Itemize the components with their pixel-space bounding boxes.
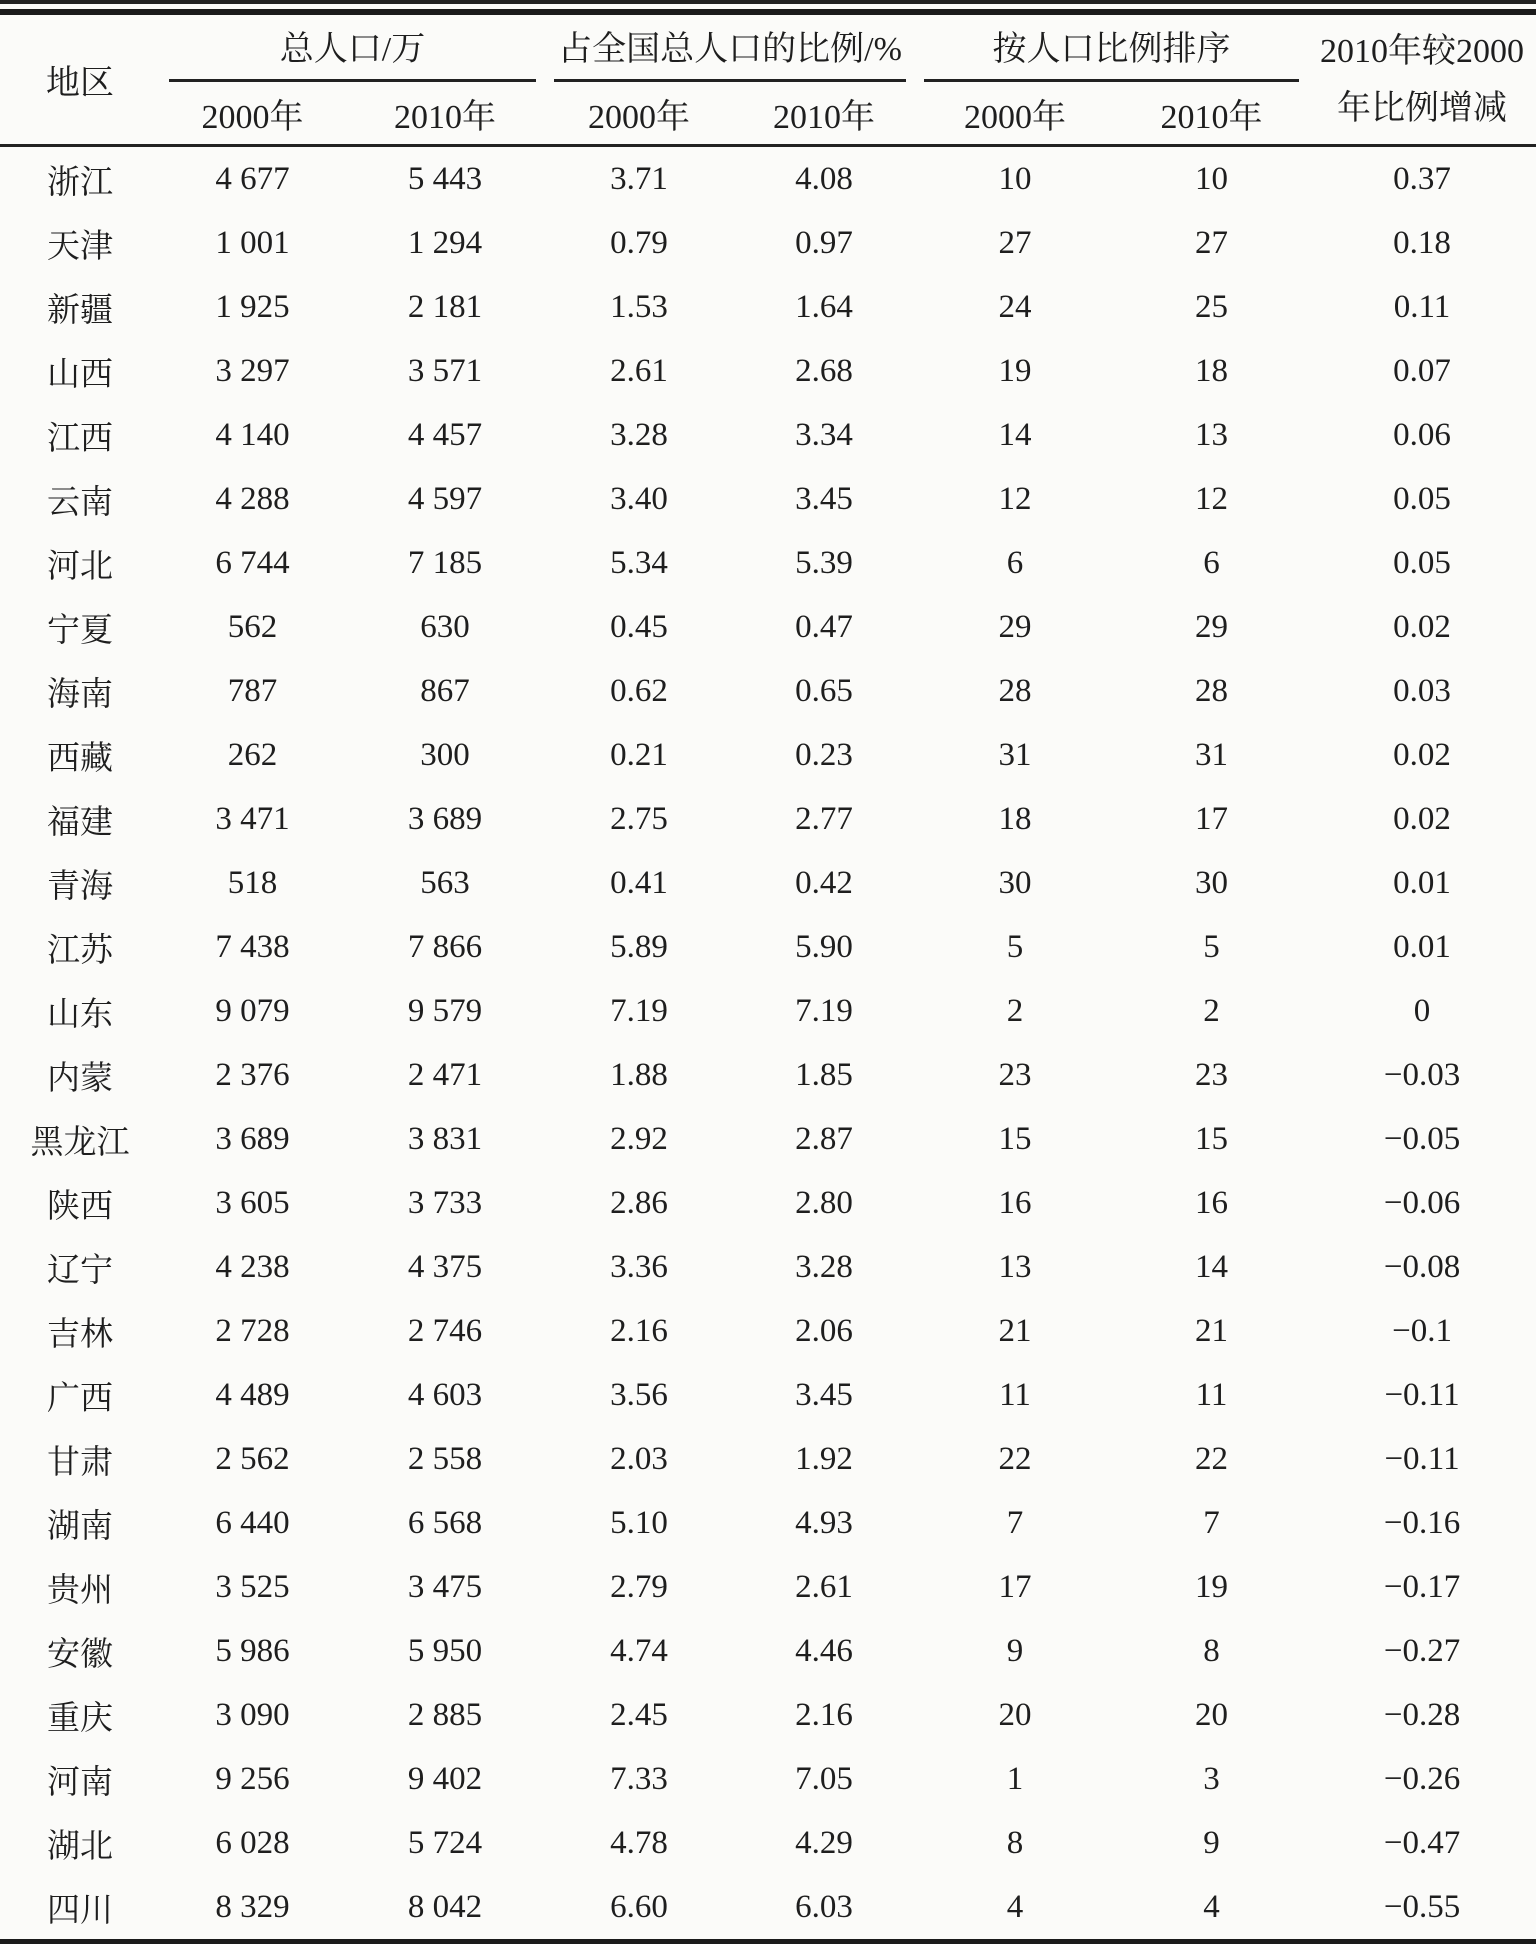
pop-2010-cell: 6 568 <box>407 1504 483 1541</box>
pop-2010-cell: 3 733 <box>407 1184 483 1221</box>
pop-2000-cell: 4 140 <box>215 416 290 453</box>
pct-2010-cell: 5.90 <box>795 928 853 965</box>
change-cell: 0.01 <box>1393 928 1451 965</box>
rank-2000-cell: 10 <box>998 160 1032 197</box>
pct-2000-cell: 2.79 <box>610 1568 668 1605</box>
table-row <box>0 1811 1536 1875</box>
pct-2000-cell: 4.78 <box>610 1824 668 1861</box>
col-header-change-line2: 年比例增减 <box>1337 89 1508 127</box>
region-cell: 西藏 <box>47 740 113 777</box>
col-group-rank-by-share <box>915 15 1308 82</box>
change-cell: 0.01 <box>1393 864 1451 901</box>
pct-2010-cell: 2.16 <box>795 1696 853 1733</box>
rank-2010-cell: 13 <box>1195 416 1229 453</box>
region-cell: 内蒙 <box>47 1060 113 1097</box>
pop-2010-cell: 9 579 <box>407 992 483 1029</box>
pct-2010-cell: 0.97 <box>795 224 853 261</box>
table-row <box>0 979 1536 1043</box>
pct-2000-cell: 1.88 <box>610 1056 668 1093</box>
pct-2010-cell: 1.85 <box>795 1056 853 1093</box>
pct-2010-cell: 0.23 <box>795 736 853 773</box>
pop-2000-cell: 3 090 <box>215 1696 290 1733</box>
pop-2000-cell: 3 471 <box>215 800 290 837</box>
pct-2000-cell: 3.71 <box>610 160 668 197</box>
table-row <box>0 467 1536 531</box>
pct-2000-cell: 2.03 <box>610 1440 668 1477</box>
rank-2010-cell: 27 <box>1195 224 1229 261</box>
change-cell: −0.03 <box>1383 1056 1461 1093</box>
rank-2010-cell: 12 <box>1195 480 1229 517</box>
pop-2010-cell: 2 746 <box>407 1312 483 1349</box>
pct-2000-cell: 2.61 <box>610 352 668 389</box>
table-row <box>0 723 1536 787</box>
change-cell: 0.18 <box>1393 224 1451 261</box>
pct-2010-cell: 2.61 <box>795 1568 853 1605</box>
table-row <box>0 1619 1536 1683</box>
rank-2000-cell: 19 <box>998 352 1032 389</box>
pop-2000-cell: 562 <box>227 608 278 645</box>
pct-2000-cell: 7.33 <box>610 1760 668 1797</box>
rank-2010-cell: 23 <box>1195 1056 1229 1093</box>
pct-2000-cell: 0.21 <box>610 736 668 773</box>
pop-2000-cell: 5 986 <box>215 1632 290 1669</box>
change-cell: 0.02 <box>1393 800 1451 837</box>
pct-2010-cell: 3.28 <box>795 1248 853 1285</box>
table-header <box>0 15 1536 146</box>
col-header-pct-2000: 2000年 <box>545 82 733 146</box>
pop-2000-cell: 2 376 <box>215 1056 290 1093</box>
change-cell: −0.17 <box>1383 1568 1461 1605</box>
change-cell: 0.02 <box>1393 608 1451 645</box>
rank-2000-cell: 15 <box>998 1120 1032 1157</box>
rank-2000-cell: 11 <box>999 1376 1031 1413</box>
table-top-double-rule <box>0 0 1536 15</box>
pct-2010-cell: 0.47 <box>795 608 853 645</box>
pop-2010-cell: 1 294 <box>407 224 483 261</box>
pop-2010-cell: 3 689 <box>407 800 483 837</box>
table-row <box>0 787 1536 851</box>
table-row <box>0 659 1536 723</box>
pct-2000-cell: 3.28 <box>610 416 668 453</box>
region-cell: 湖北 <box>47 1828 113 1865</box>
pop-2010-cell: 2 558 <box>407 1440 483 1477</box>
change-cell: −0.26 <box>1383 1760 1461 1797</box>
change-cell: −0.47 <box>1383 1824 1461 1861</box>
pct-2000-cell: 3.56 <box>610 1376 668 1413</box>
pop-2000-cell: 1 925 <box>215 288 290 325</box>
rank-2000-cell: 30 <box>998 864 1032 901</box>
pop-2000-cell: 2 728 <box>215 1312 290 1349</box>
pop-2000-cell: 1 001 <box>215 224 290 261</box>
pop-2010-cell: 5 950 <box>407 1632 483 1669</box>
col-header-rank-2010: 2010年 <box>1115 82 1308 146</box>
pop-2000-cell: 262 <box>227 736 278 773</box>
rank-2000-cell: 20 <box>998 1696 1032 1733</box>
pct-2000-cell: 1.53 <box>610 288 668 325</box>
change-cell: −0.11 <box>1384 1376 1460 1413</box>
region-cell: 湖南 <box>47 1508 113 1545</box>
pop-2010-cell: 7 185 <box>407 544 483 581</box>
pop-2010-cell: 630 <box>420 608 470 645</box>
table-row <box>0 1043 1536 1107</box>
rank-2000-cell: 28 <box>998 672 1032 709</box>
rank-2010-cell: 30 <box>1195 864 1229 901</box>
rank-2000-cell: 18 <box>998 800 1032 837</box>
rank-2010-cell: 31 <box>1195 736 1229 773</box>
pop-2000-cell: 9 079 <box>215 992 290 1029</box>
pct-2000-cell: 4.74 <box>610 1632 668 1669</box>
rank-2010-cell: 29 <box>1195 608 1229 645</box>
rank-2000-cell: 12 <box>998 480 1032 517</box>
pct-2010-cell: 2.87 <box>795 1120 853 1157</box>
rank-2000-cell: 29 <box>998 608 1032 645</box>
col-header-pop-2010: 2010年 <box>345 82 545 146</box>
pop-2010-cell: 4 375 <box>407 1248 483 1285</box>
rank-2000-cell: 24 <box>998 288 1032 325</box>
pct-2000-cell: 0.45 <box>610 608 668 645</box>
table-row <box>0 851 1536 915</box>
region-cell: 云南 <box>47 484 113 521</box>
pop-2000-cell: 7 438 <box>215 928 290 965</box>
pop-2010-cell: 563 <box>420 864 470 901</box>
pop-2010-cell: 9 402 <box>407 1760 483 1797</box>
pct-2000-cell: 3.40 <box>610 480 668 517</box>
pct-2010-cell: 4.08 <box>795 160 853 197</box>
region-cell: 海南 <box>47 676 113 713</box>
table-bottom-double-rule <box>0 1939 1536 1944</box>
table-row <box>0 211 1536 275</box>
pop-2000-cell: 787 <box>227 672 278 709</box>
pop-2010-cell: 4 603 <box>407 1376 483 1413</box>
change-cell: 0.11 <box>1393 288 1451 325</box>
pop-2000-cell: 6 440 <box>215 1504 290 1541</box>
region-cell: 甘肃 <box>47 1444 113 1481</box>
pop-2010-cell: 2 885 <box>407 1696 483 1733</box>
col-group-total-population <box>160 15 545 82</box>
pct-2000-cell: 5.10 <box>610 1504 668 1541</box>
rank-2010-cell: 28 <box>1195 672 1229 709</box>
pct-2010-cell: 4.46 <box>795 1632 853 1669</box>
pct-2010-cell: 0.42 <box>795 864 853 901</box>
change-cell: 0.37 <box>1393 160 1451 197</box>
change-cell: −0.11 <box>1384 1440 1460 1477</box>
pct-2000-cell: 5.34 <box>610 544 668 581</box>
rank-2000-cell: 5 <box>1006 928 1024 965</box>
pop-2010-cell: 300 <box>420 736 470 773</box>
rank-2010-cell: 16 <box>1195 1184 1229 1221</box>
col-group-share-of-national <box>545 15 915 82</box>
pct-2000-cell: 0.41 <box>610 864 668 901</box>
col-group-total-population-label: 总人口/万 <box>169 15 536 82</box>
pop-2000-cell: 4 677 <box>215 160 290 197</box>
table-row <box>0 403 1536 467</box>
pct-2000-cell: 7.19 <box>610 992 668 1029</box>
table-row <box>0 531 1536 595</box>
region-cell: 江西 <box>47 420 113 457</box>
region-cell: 宁夏 <box>47 612 113 649</box>
change-cell: 0.06 <box>1393 416 1451 453</box>
region-cell: 福建 <box>47 804 113 841</box>
pop-2000-cell: 2 562 <box>215 1440 290 1477</box>
rank-2000-cell: 4 <box>1006 1888 1024 1925</box>
table-row <box>0 1427 1536 1491</box>
pop-2010-cell: 7 866 <box>407 928 483 965</box>
rank-2000-cell: 6 <box>1006 544 1024 581</box>
col-group-share-of-national-label: 占全国总人口的比例/% <box>554 15 906 82</box>
table-row <box>0 1555 1536 1619</box>
change-cell: 0.03 <box>1393 672 1451 709</box>
change-cell: −0.16 <box>1383 1504 1461 1541</box>
pop-2000-cell: 8 329 <box>215 1888 290 1925</box>
rank-2010-cell: 22 <box>1195 1440 1229 1477</box>
pct-2000-cell: 2.16 <box>610 1312 668 1349</box>
region-cell: 黑龙江 <box>30 1124 130 1161</box>
region-cell: 四川 <box>47 1892 113 1929</box>
table-row <box>0 915 1536 979</box>
change-cell: −0.05 <box>1383 1120 1461 1157</box>
pop-2000-cell: 6 028 <box>215 1824 290 1861</box>
change-cell: −0.55 <box>1383 1888 1461 1925</box>
change-cell: −0.28 <box>1383 1696 1461 1733</box>
col-header-rank-2000: 2000年 <box>915 82 1115 146</box>
pop-2010-cell: 2 471 <box>407 1056 483 1093</box>
col-group-rank-by-share-label: 按人口比例排序 <box>924 15 1299 82</box>
rank-2000-cell: 2 <box>1006 992 1024 1029</box>
table-row <box>0 1875 1536 1939</box>
pct-2000-cell: 2.86 <box>610 1184 668 1221</box>
pop-2000-cell: 3 605 <box>215 1184 290 1221</box>
rank-2000-cell: 27 <box>998 224 1032 261</box>
pct-2010-cell: 3.34 <box>795 416 853 453</box>
rank-2000-cell: 31 <box>998 736 1032 773</box>
change-cell: −0.06 <box>1383 1184 1461 1221</box>
rank-2010-cell: 21 <box>1195 1312 1229 1349</box>
pct-2010-cell: 4.29 <box>795 1824 853 1861</box>
rank-2010-cell: 11 <box>1195 1376 1228 1413</box>
region-cell: 江苏 <box>47 932 113 969</box>
col-header-pop-2000: 2000年 <box>160 82 345 146</box>
region-cell: 重庆 <box>47 1700 113 1737</box>
change-cell: 0.05 <box>1393 544 1451 581</box>
rank-2010-cell: 5 <box>1203 928 1220 965</box>
region-cell: 山西 <box>47 356 113 393</box>
change-cell: −0.1 <box>1392 1312 1452 1349</box>
col-header-change <box>1308 15 1536 146</box>
change-cell: −0.08 <box>1383 1248 1461 1285</box>
pop-2000-cell: 3 297 <box>215 352 290 389</box>
pct-2010-cell: 2.77 <box>795 800 853 837</box>
pct-2010-cell: 3.45 <box>795 1376 853 1413</box>
pct-2000-cell: 0.62 <box>610 672 668 709</box>
rank-2010-cell: 17 <box>1195 800 1229 837</box>
region-cell: 吉林 <box>47 1316 113 1353</box>
change-cell: 0.05 <box>1393 480 1451 517</box>
rank-2000-cell: 7 <box>1006 1504 1024 1541</box>
rank-2010-cell: 10 <box>1195 160 1229 197</box>
rank-2000-cell: 21 <box>998 1312 1032 1349</box>
table-row <box>0 1747 1536 1811</box>
rank-2010-cell: 2 <box>1203 992 1220 1029</box>
rank-2010-cell: 7 <box>1203 1504 1220 1541</box>
pop-2000-cell: 3 689 <box>215 1120 290 1157</box>
rank-2000-cell: 17 <box>998 1568 1032 1605</box>
pop-2010-cell: 2 181 <box>407 288 483 325</box>
pop-2000-cell: 4 489 <box>215 1376 290 1413</box>
pct-2010-cell: 5.39 <box>795 544 853 581</box>
pct-2010-cell: 7.05 <box>795 1760 853 1797</box>
table-row <box>0 1171 1536 1235</box>
pct-2010-cell: 6.03 <box>795 1888 853 1925</box>
pct-2000-cell: 2.45 <box>610 1696 668 1733</box>
rank-2000-cell: 16 <box>998 1184 1032 1221</box>
rank-2010-cell: 19 <box>1195 1568 1229 1605</box>
rank-2010-cell: 3 <box>1203 1760 1220 1797</box>
rank-2010-cell: 14 <box>1195 1248 1229 1285</box>
region-cell: 辽宁 <box>47 1252 113 1289</box>
rank-2010-cell: 25 <box>1195 288 1229 325</box>
pct-2010-cell: 1.64 <box>795 288 853 325</box>
pct-2010-cell: 1.92 <box>795 1440 853 1477</box>
pct-2000-cell: 5.89 <box>610 928 668 965</box>
rank-2010-cell: 20 <box>1195 1696 1229 1733</box>
region-cell: 新疆 <box>47 292 113 329</box>
pop-2000-cell: 518 <box>227 864 278 901</box>
rank-2000-cell: 22 <box>998 1440 1032 1477</box>
rank-2010-cell: 9 <box>1203 1824 1220 1861</box>
rank-2000-cell: 1 <box>1006 1760 1024 1797</box>
pct-2010-cell: 2.80 <box>795 1184 853 1221</box>
table-row <box>0 1107 1536 1171</box>
rank-2010-cell: 6 <box>1203 544 1220 581</box>
rank-2010-cell: 8 <box>1203 1632 1220 1669</box>
region-cell: 河南 <box>47 1764 113 1801</box>
change-cell: 0.02 <box>1393 736 1451 773</box>
rank-2000-cell: 14 <box>998 416 1032 453</box>
region-cell: 青海 <box>47 868 113 905</box>
pop-2010-cell: 3 571 <box>407 352 483 389</box>
pct-2000-cell: 2.75 <box>610 800 668 837</box>
pop-2010-cell: 3 475 <box>407 1568 483 1605</box>
region-cell: 贵州 <box>47 1572 113 1609</box>
pct-2000-cell: 0.79 <box>610 224 668 261</box>
pop-2000-cell: 4 288 <box>215 480 290 517</box>
table-row <box>0 595 1536 659</box>
table-row <box>0 1491 1536 1555</box>
rank-2000-cell: 23 <box>998 1056 1032 1093</box>
pct-2000-cell: 6.60 <box>610 1888 668 1925</box>
region-cell: 山东 <box>47 996 113 1033</box>
pop-2000-cell: 4 238 <box>215 1248 290 1285</box>
pct-2010-cell: 2.06 <box>795 1312 853 1349</box>
rank-2000-cell: 9 <box>1006 1632 1024 1669</box>
rank-2010-cell: 4 <box>1203 1888 1220 1925</box>
change-cell: −0.27 <box>1383 1632 1461 1669</box>
rank-2000-cell: 13 <box>998 1248 1032 1285</box>
pct-2010-cell: 0.65 <box>795 672 853 709</box>
pop-2010-cell: 8 042 <box>407 1888 483 1925</box>
table-row <box>0 1299 1536 1363</box>
change-cell: 0.07 <box>1393 352 1451 389</box>
col-header-region: 地区 <box>0 15 160 146</box>
pop-2010-cell: 4 597 <box>407 480 483 517</box>
table-row <box>0 275 1536 339</box>
table-row <box>0 1235 1536 1299</box>
table-body <box>0 146 1536 1940</box>
rank-2010-cell: 18 <box>1195 352 1229 389</box>
pop-2000-cell: 6 744 <box>215 544 290 581</box>
region-cell: 广西 <box>47 1380 113 1417</box>
table-row <box>0 1363 1536 1427</box>
pop-2000-cell: 9 256 <box>215 1760 290 1797</box>
pop-2000-cell: 3 525 <box>215 1568 290 1605</box>
rank-2010-cell: 15 <box>1195 1120 1229 1157</box>
pop-2010-cell: 3 831 <box>407 1120 483 1157</box>
pop-2010-cell: 5 443 <box>407 160 483 197</box>
region-cell: 河北 <box>47 548 113 585</box>
table-row <box>0 146 1536 212</box>
pop-2010-cell: 5 724 <box>407 1824 483 1861</box>
region-cell: 陕西 <box>47 1188 113 1225</box>
pct-2000-cell: 3.36 <box>610 1248 668 1285</box>
rank-2000-cell: 8 <box>1006 1824 1024 1861</box>
pop-2010-cell: 867 <box>420 672 470 709</box>
table-row <box>0 339 1536 403</box>
col-header-change-line1: 2010年较2000 <box>1320 32 1525 70</box>
region-cell: 天津 <box>47 228 113 265</box>
pct-2010-cell: 2.68 <box>795 352 853 389</box>
population-table <box>0 15 1536 1939</box>
change-cell: 0 <box>1413 992 1431 1029</box>
region-cell: 安徽 <box>47 1636 113 1673</box>
region-cell: 浙江 <box>47 164 113 201</box>
pct-2010-cell: 4.93 <box>795 1504 853 1541</box>
pop-2010-cell: 4 457 <box>407 416 483 453</box>
col-header-pct-2010: 2010年 <box>733 82 915 146</box>
pct-2000-cell: 2.92 <box>610 1120 668 1157</box>
pct-2010-cell: 7.19 <box>795 992 853 1029</box>
pct-2010-cell: 3.45 <box>795 480 853 517</box>
table-row <box>0 1683 1536 1747</box>
